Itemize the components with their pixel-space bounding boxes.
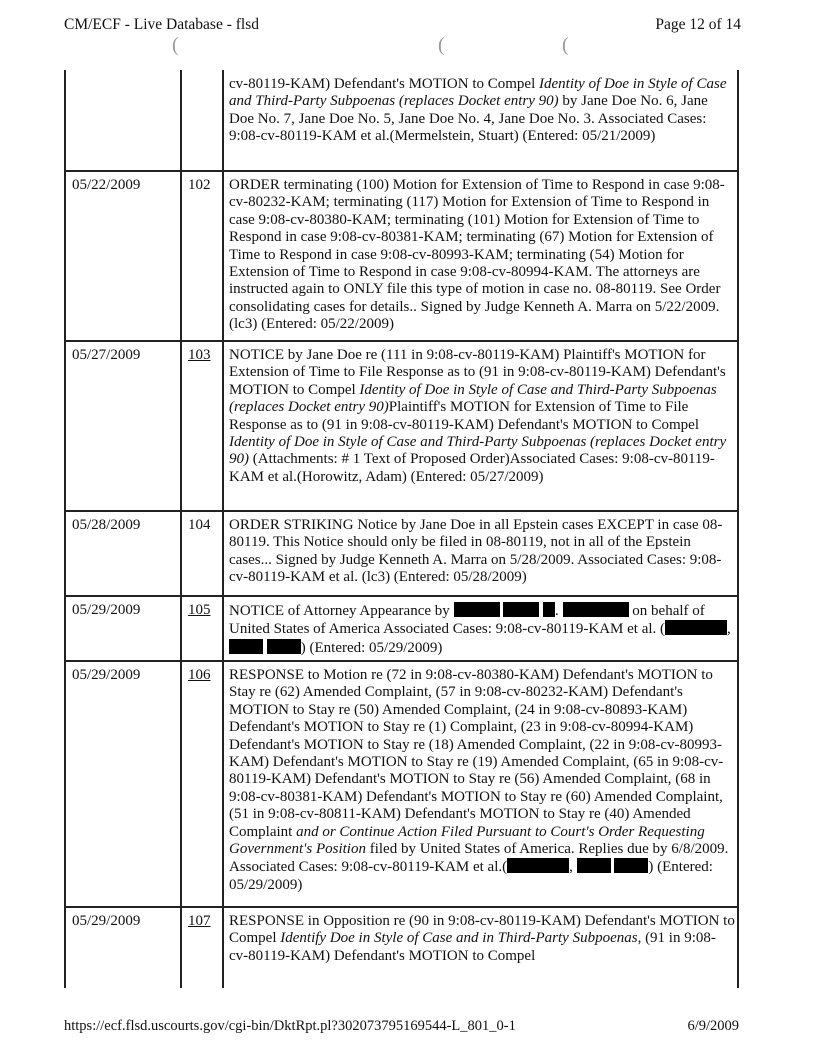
docket-text: NOTICE of Attorney Appearance by . on behalf of United States of America Associated Cases: 9:08-cv-80119-KAM et al. ( , ) (Entered: 05/29/2009) [229,603,731,656]
table-divider-date [180,70,182,988]
row-divider [64,595,739,597]
scan-mark: ( [172,34,179,56]
redaction-block [507,858,569,873]
docket-number-link[interactable]: 105 [188,602,211,618]
row-divider [64,660,739,662]
redaction-block [665,620,727,635]
docket-text: NOTICE by Jane Doe re (111 in 9:08-cv-80119-KAM) Plaintiff's MOTION for Extension of Time to File Response as to (91 in 9:08-cv-80119-KAM) Defendant's MOTION to Compel Identity of Doe in Style of Case and Third-Party Subpoenas (replaces Docket entry 90)Plaintiff's MOTION for Extension of Time to File Response as to (91 in 9:08-cv-80119-KAM) Defendant's MOTION to Compel Identity of Doe in Style of Case and Third-Party Subpoenas (replaces Docket entry 90) (Attachments: # 1 Text of Proposed Order)Associated Cases: 9:08-cv-80119-KAM et al.(Horowitz, Adam) (Entered: 05/27/2009) [229,347,727,485]
docket-date: 05/29/2009 [72,602,141,618]
row-divider [64,906,739,908]
redaction-block [503,602,539,617]
docket-number-link[interactable]: 103 [188,347,211,363]
redaction-block [563,602,629,617]
row-divider [64,170,739,172]
redaction-block [454,602,500,617]
italic-text: and or Continue Action Filed Pursuant to Court's Order Requesting Government's Position [229,823,705,858]
print-date: 6/9/2009 [687,1018,739,1034]
docket-text: ORDER STRIKING Notice by Jane Doe in all Epstein cases EXCEPT in case 08-80119. This Notice should only be filed in 08-80119, not in all of the Epstein cases... Signed by Judge Kenneth A. Marra on 5/28/2009. Associated Cases: 9:08-cv-80119-KAM et al. (lc3) (Entered: 05/28/2009) [229,517,723,586]
docket-date: 05/22/2009 [72,177,141,193]
redaction-block [577,858,611,873]
docket-date: 05/27/2009 [72,347,141,363]
table-border-right [737,70,739,988]
docket-text: cv-80119-KAM) Defendant's MOTION to Compel Identity of Doe in Style of Case and Third-Party Subpoenas (replaces Docket entry 90) by Jane Doe No. 6, Jane Doe No. 7, Jane Doe No. 5, Jane Doe No. 4, Jane Doe No. 3. Associated Cases: 9:08-cv-80119-KAM et al.(Mermelstein, Stuart) (Entered: 05/21/2009) [229,76,727,145]
page-header-title: CM/ECF - Live Database - flsd [64,16,260,33]
table-divider-num [222,70,224,988]
italic-text: Identity of Doe in Style of Case and Third-Party Subpoenas (replaces Docket entry 90) [229,76,727,110]
italic-text: Identity of Doe in Style of Case and Third-Party Subpoenas (replaces Docket entry 90) [229,434,727,468]
scan-mark: ( [438,34,445,56]
redaction-block [229,639,263,654]
docket-number: 102 [188,177,211,193]
docket-date: 05/29/2009 [72,667,141,683]
row-divider [64,340,739,342]
row-divider [64,510,739,512]
redaction-block [543,602,555,617]
docket-number-link[interactable]: 107 [188,913,211,929]
docket-text: RESPONSE to Motion re (72 in 9:08-cv-80380-KAM) Defendant's MOTION to Stay re (62) Amended Complaint, (57 in 9:08-cv-80232-KAM) Defendant's MOTION to Stay re (50) Amended Complaint, (24 in 9:08-cv-80893-KAM) Defendant's MOTION to Stay re (1) Complaint, (23 in 9:08-cv-80994-KAM) Defendant's MOTION to Stay re (18) Amended Complaint, (22 in 9:08-cv-80993-KAM) Defendant's MOTION to Stay re (19) Amended Complaint, (65 in 9:08-cv-80119-KAM) Defendant's MOTION to Stay re (56) Amended Complaint, (68 in 9:08-cv-80381-KAM) Defendant's MOTION to Stay re (60) Amended Complaint, (51 in 9:08-cv-80811-KAM) Defendant's MOTION to Stay re (40) Amended Complaint and or Continue Action Filed Pursuant to Court's Order Requesting Government's Position filed by United States of America. Replies due by 6/8/2009. Associated Cases: 9:08-cv-80119-KAM et al.( , ) (Entered: 05/29/2009) [229,667,729,893]
table-border-left [64,70,66,988]
italic-text: Identify Doe in Style of Case and in Third-Party Subpoenas [280,930,638,947]
docket-text: RESPONSE in Opposition re (90 in 9:08-cv-80119-KAM) Defendant's MOTION to Compel Identify Doe in Style of Case and in Third-Party Subpoenas, (91 in 9:08-cv-80119-KAM) Defendant's MOTION to Compel [229,913,735,964]
redaction-block [614,858,648,873]
italic-text: Identity of Doe in Style of Case and Third-Party Subpoenas (replaces Docket entry 90) [229,381,717,416]
page-number: Page 12 of 14 [655,16,741,33]
docket-text: ORDER terminating (100) Motion for Extension of Time to Respond in case 9:08-cv-80232-KAM; terminating (117) Motion for Extension of Time to Respond in case 9:08-cv-80380-KAM; terminating (101) Motion for Extension of Time to Respond in case 9:08-cv-80381-KAM; terminating (67) Motion for Extension of Time to Respond in case 9:08-cv-80993-KAM; terminating (54) Motion for Extension of Time to Respond in case 9:08-cv-80994-KAM. The attorneys are instructed again to ONLY file this type of motion in case no. 08-80119. See Order consolidating cases for details.. Signed by Judge Kenneth A. Marra on 5/22/2009. (lc3) (Entered: 05/22/2009) [229,177,725,333]
docket-date: 05/29/2009 [72,913,141,929]
page-url: https://ecf.flsd.uscourts.gov/cgi-bin/DktRpt.pl?302073795169544-L_801_0-1 [64,1018,516,1034]
redaction-block [267,639,301,654]
docket-number: 104 [188,517,211,533]
docket-date: 05/28/2009 [72,517,141,533]
docket-number-link[interactable]: 106 [188,667,211,683]
scan-mark: ( [562,34,569,56]
